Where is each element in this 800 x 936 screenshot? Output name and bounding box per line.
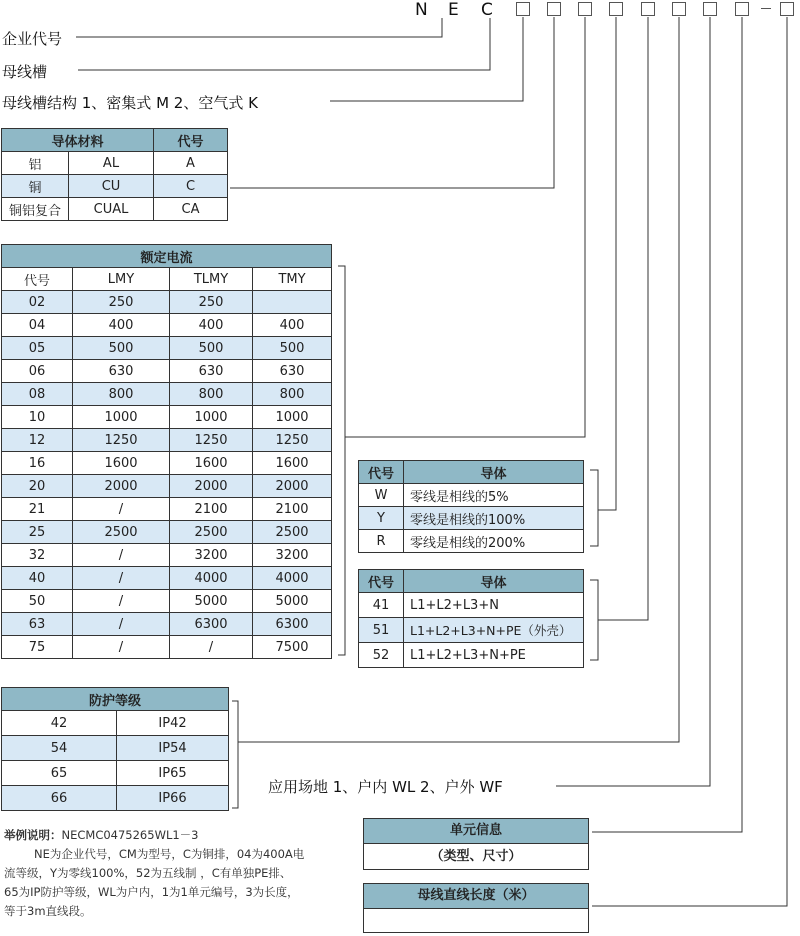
current-code: 04 [2,314,73,337]
protection-table [1,687,229,811]
material-name: 铝 [2,152,69,175]
material-name: 铜 [2,175,69,198]
current-code: 10 [2,406,73,429]
current-tmy: 800 [253,383,332,406]
column-header: TLMY [170,268,253,291]
current-tmy: 5000 [253,590,332,613]
neutral-conductor-header: 导体 [404,461,584,484]
column-header: 代号 [2,268,73,291]
current-tlmy: 2000 [170,475,253,498]
current-code: 05 [2,337,73,360]
unit-info-box [363,818,589,870]
current-code: 40 [2,567,73,590]
neutral-code: Y [359,507,404,530]
table-row [2,613,332,636]
current-code: 63 [2,613,73,636]
table-row [2,175,228,198]
table-header-row [2,268,332,291]
current-tlmy: 1600 [170,452,253,475]
neutral-desc: 零线是相线的100% [404,507,584,530]
current-tmy: 6300 [253,613,332,636]
current-tmy: 1600 [253,452,332,475]
conductor-table [358,569,584,668]
current-tmy: 7500 [253,636,332,659]
table-row [2,314,332,337]
conductor-code: 51 [359,618,404,643]
column-header: LMY [73,268,170,291]
table-row [2,291,332,314]
code-box [516,2,530,16]
current-tmy: 3200 [253,544,332,567]
conductor-desc: L1+L2+L3+N+PE（外壳） [404,618,584,643]
current-code: 20 [2,475,73,498]
material-symbol: CU [69,175,154,198]
current-tlmy: 3200 [170,544,253,567]
example-line: 65为IP防护等级，WL为户内，1为1单元编号，3为长度， [4,885,299,899]
protection-level: IP65 [117,761,229,786]
conductor-desc: L1+L2+L3+N [404,593,584,618]
current-lmy: 1600 [73,452,170,475]
protection-code: 42 [2,711,117,736]
material-symbol: AL [69,152,154,175]
table-row [2,498,332,521]
protection-code: 54 [2,736,117,761]
table-row [2,567,332,590]
code-box [703,2,717,16]
table-row [359,484,584,507]
current-code: 32 [2,544,73,567]
length-box [363,883,589,933]
label-structure: 母线槽结构 1、密集式 M 2、空气式 K [2,94,258,112]
current-lmy: / [73,544,170,567]
code-box [780,2,794,16]
current-tlmy: 1250 [170,429,253,452]
table-row [359,618,584,643]
current-tlmy: 250 [170,291,253,314]
unit-info-title: 单元信息 [364,819,588,844]
rated-current-table [1,244,332,659]
table-row [2,452,332,475]
conductor-desc: L1+L2+L3+N+PE [404,643,584,668]
material-code-header: 代号 [154,129,228,152]
current-lmy: 800 [73,383,170,406]
current-lmy: 630 [73,360,170,383]
current-tmy: 400 [253,314,332,337]
protection-code: 66 [2,786,117,811]
current-tmy: 500 [253,337,332,360]
conductor-code: 41 [359,593,404,618]
table-row [2,406,332,429]
material-code: C [154,175,228,198]
current-tmy [253,291,332,314]
current-tmy: 1000 [253,406,332,429]
current-tlmy: 4000 [170,567,253,590]
current-code: 21 [2,498,73,521]
current-lmy: / [73,613,170,636]
neutral-desc: 零线是相线的200% [404,530,584,553]
current-tmy: 2100 [253,498,332,521]
column-header: TMY [253,268,332,291]
table-row [2,761,229,786]
code-letter-n: N [415,0,428,20]
code-box [609,2,623,16]
code-letter-c: C [481,0,493,20]
code-letter-e: E [448,0,459,20]
material-symbol: CUAL [69,198,154,221]
code-box [547,2,561,16]
table-row [2,198,228,221]
example-code: NECMC0475265WL1－3 [61,828,199,842]
length-title: 母线直线长度（米） [364,884,588,909]
material-header: 导体材料 [2,129,154,152]
material-name: 铜铝复合 [2,198,69,221]
current-code: 06 [2,360,73,383]
current-tlmy: 6300 [170,613,253,636]
rated-current-title: 额定电流 [2,245,332,268]
current-lmy: 1000 [73,406,170,429]
material-code: A [154,152,228,175]
current-tlmy: 2500 [170,521,253,544]
current-lmy: / [73,498,170,521]
neutral-table [358,460,584,553]
code-box [641,2,655,16]
table-row [2,429,332,452]
current-tlmy: 800 [170,383,253,406]
label-company-code: 企业代号 [2,30,63,48]
current-lmy: 1250 [73,429,170,452]
current-tmy: 2000 [253,475,332,498]
protection-title: 防护等级 [2,688,229,711]
current-lmy: 500 [73,337,170,360]
code-box [672,2,686,16]
current-lmy: 400 [73,314,170,337]
example-line: 等于3m直线段。 [4,904,92,918]
current-lmy: / [73,590,170,613]
example-line: NE为企业代号，CM为型号，C为铜排，04为400A电 [34,847,305,861]
table-row [359,593,584,618]
table-row [2,383,332,406]
table-row [2,711,229,736]
table-row [2,636,332,659]
conductor-code-header: 代号 [359,570,404,593]
neutral-code: R [359,530,404,553]
current-tlmy: 2100 [170,498,253,521]
current-tlmy: 1000 [170,406,253,429]
material-code: CA [154,198,228,221]
table-row [2,544,332,567]
material-table [1,128,228,221]
table-row [2,521,332,544]
neutral-desc: 零线是相线的5% [404,484,584,507]
current-tlmy: / [170,636,253,659]
conductor-code: 52 [359,643,404,668]
code-box [578,2,592,16]
current-code: 16 [2,452,73,475]
code-dash [761,8,771,9]
current-tmy: 4000 [253,567,332,590]
current-lmy: / [73,636,170,659]
table-row [359,643,584,668]
protection-level: IP42 [117,711,229,736]
neutral-code: W [359,484,404,507]
label-location: 应用场地 1、户内 WL 2、户外 WF [268,778,503,796]
table-row [2,786,229,811]
example-title: 举例说明： [4,828,62,842]
table-row [2,337,332,360]
table-row [359,530,584,553]
table-row [2,475,332,498]
current-lmy: 250 [73,291,170,314]
table-row [2,736,229,761]
table-row [2,590,332,613]
protection-level: IP54 [117,736,229,761]
unit-info-body: （类型、尺寸） [430,849,522,864]
current-tlmy: 630 [170,360,253,383]
protection-code: 65 [2,761,117,786]
current-code: 12 [2,429,73,452]
current-lmy: / [73,567,170,590]
table-row [359,507,584,530]
current-code: 75 [2,636,73,659]
current-lmy: 2500 [73,521,170,544]
current-tmy: 1250 [253,429,332,452]
current-tmy: 2500 [253,521,332,544]
current-code: 25 [2,521,73,544]
label-busway: 母线槽 [2,63,48,81]
current-tlmy: 400 [170,314,253,337]
current-code: 08 [2,383,73,406]
current-tmy: 630 [253,360,332,383]
table-row [2,360,332,383]
conductor-header: 导体 [404,570,584,593]
code-box [735,2,749,16]
current-tlmy: 5000 [170,590,253,613]
example-note [4,826,359,921]
current-code: 50 [2,590,73,613]
current-lmy: 2000 [73,475,170,498]
neutral-code-header: 代号 [359,461,404,484]
current-code: 02 [2,291,73,314]
current-tlmy: 500 [170,337,253,360]
table-row [2,152,228,175]
protection-level: IP66 [117,786,229,811]
example-line: 流等级，Y为零线100%，52为五线制 ，C有单独PE排、 [4,866,292,880]
